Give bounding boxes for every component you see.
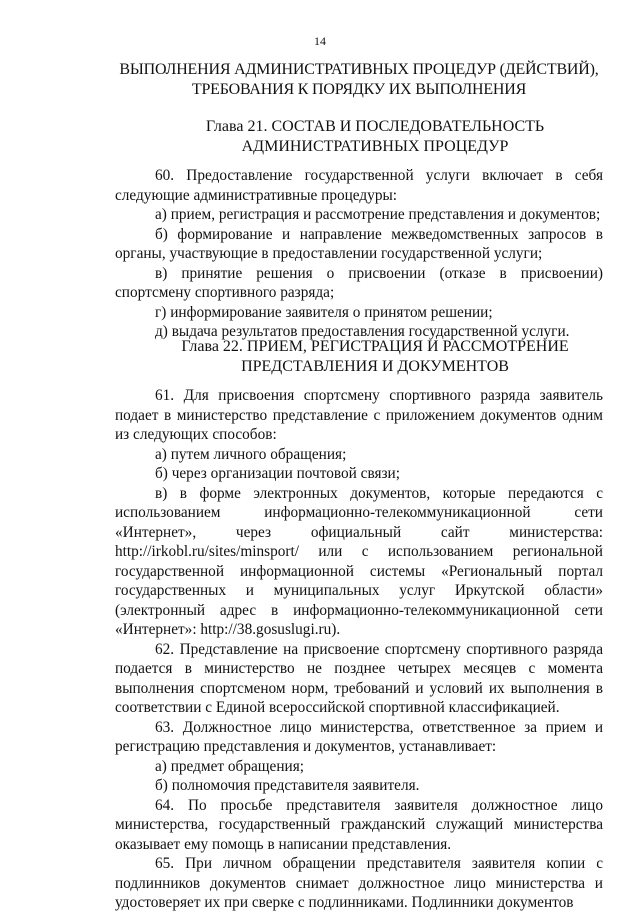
paragraph-60: 60. Предоставление государственной услуги включает в себя следующие административные процедуры: [115, 167, 603, 204]
section-heading-line-1: ВЫПОЛНЕНИЯ АДМИНИСТРАТИВНЫХ ПРОЦЕДУР (ДЕЙСТВИЙ), [119, 61, 599, 78]
section-heading-line-2: ТРЕБОВАНИЯ К ПОРЯДКУ ИХ ВЫПОЛНЕНИЯ [191, 81, 527, 98]
paragraph-61-item-b: б) через организации почтовой связи; [155, 465, 400, 482]
paragraph-60-item-c: в) принятие решения о присвоении (отказе в присвоении) спортсмену спортивного разряда; [115, 264, 603, 301]
paragraph-60-item-b: б) формирование и направление межведомственных запросов в органы, участвующие в предоставлении государственной услуги; [115, 225, 603, 262]
paragraph-61: 61. Для присвоения спортсмену спортивного разряда заявитель подает в министерство представление с приложением документов одним из следующих способов: [115, 387, 603, 443]
chapter-21-heading-line-1: Глава 21. СОСТАВ И ПОСЛЕДОВАТЕЛЬНОСТЬ [205, 118, 545, 135]
chapter-22-heading-line-1: Глава 22. ПРИЕМ, РЕГИСТРАЦИЯ И РАССМОТРЕНИЕ [181, 338, 569, 355]
paragraph-60-item-a: а) прием, регистрация и рассмотрение представления и документов; [155, 206, 601, 223]
paragraph-63-item-a: а) предмет обращения; [155, 757, 304, 775]
paragraph-60-item-e: д) выдача результатов предоставления государственной услуги. [155, 323, 570, 340]
chapter-22-heading [150, 337, 600, 377]
chapter-21-heading-line-2: АДМИНИСТРАТИВНЫХ ПРОЦЕДУР [241, 138, 509, 155]
chapter-21-body [115, 166, 603, 342]
paragraph-64: 64. По просьбе представителя заявителя должностное лицо министерства, государственный гражданский служащий министерства оказывает ему помощь в написании представления. [115, 796, 603, 853]
paragraph-62: 62. Представление на присвоение спортсмену спортивного разряда подается в министерство не позднее четырех месяцев с момента выполнения спортсменом норм, требований и условий их выполнения в соответствии с Единой всероссийской спортивной классификацией. [115, 640, 603, 716]
chapter-22-heading-line-2: ПРЕДСТАВЛЕНИЯ И ДОКУМЕНТОВ [241, 358, 509, 375]
paragraph-61-item-a: а) путем личного обращения; [155, 445, 347, 463]
paragraph-65: 65. При личном обращении представителя заявителя копии с подлинников документов снимает должностное лицо министерства и удостоверяет их при сверке с подлинниками. Подлинники документов [115, 855, 603, 911]
chapter-21-heading [150, 117, 600, 157]
paragraph-63-item-b: б) полномочия представителя заявителя. [155, 777, 420, 794]
page-number: 14 [314, 34, 326, 48]
paragraph-61-item-c: в) в форме электронных документов, которые передаются с использованием информационно-телекоммуникационной сети «Интернет», через официальный сайт министерства: http://irkobl.ru/sites/minsport/ или с использованием региональной государственной информационной системы «Региональный портал государственных и муниципальных услуг Иркутской области» (электронный адрес в информационно-телекоммуникационной сети «Интернет»: http://38.gosuslugi.ru). [115, 484, 603, 638]
chapter-22-body [115, 386, 603, 913]
paragraph-60-item-d: г) информирование заявителя о принятом решении; [155, 303, 493, 321]
paragraph-63: 63. Должностное лицо министерства, ответственное за прием и регистрацию представления и документов, устанавливает: [115, 718, 603, 755]
section-heading [100, 60, 618, 100]
